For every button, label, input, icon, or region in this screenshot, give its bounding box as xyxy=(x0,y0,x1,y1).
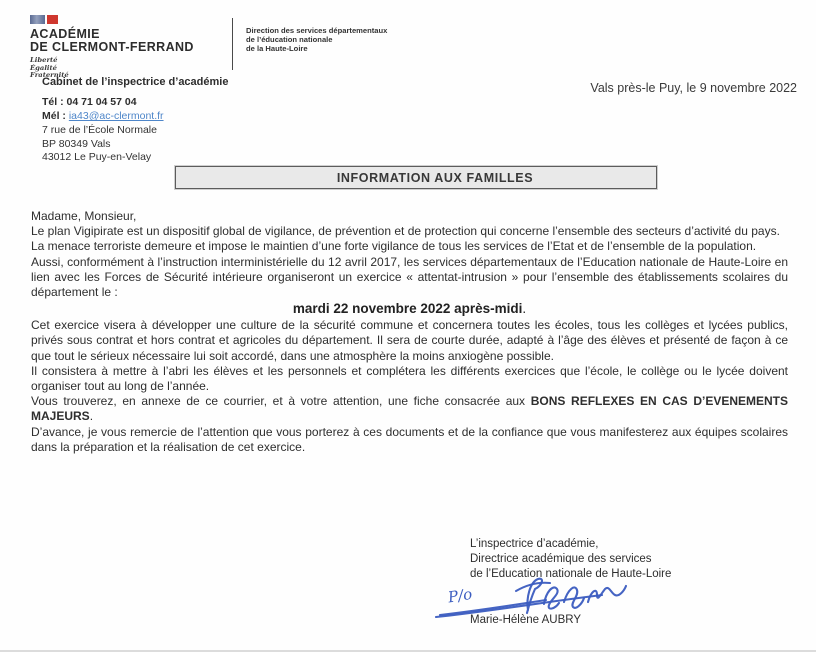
french-flag-marianne-icon xyxy=(30,15,230,24)
paragraph-annexe xyxy=(31,394,788,424)
signer-name: Marie-Hélène AUBRY xyxy=(470,614,582,626)
exercise-date-line xyxy=(31,300,788,318)
direction-line1: Direction des services départementaux xyxy=(246,26,388,35)
address-line3: 43012 Le Puy-en-Velay xyxy=(42,151,152,163)
direction-line3: de la Haute-Loire xyxy=(246,44,308,53)
motto-fraternite: Fraternité xyxy=(30,71,69,80)
postal-address xyxy=(42,124,157,165)
annexe-bold: BONS REFLEXES EN CAS D’EVENEMENTS MAJEURS xyxy=(31,394,789,424)
salutation: Madame, Monsieur, xyxy=(31,209,137,223)
flag-red-block xyxy=(47,15,58,24)
paragraph-exercice-annonce: Aussi, conformément à l’instruction interministérielle du 12 avril 2017, les services départementaux de l’Education nationale de Haute-Loire en lien avec les Forces de Sécurité intérieure organiseront un exercice « attentat-intrusion » pour l’ensemble des établissements scolaires du département le : xyxy=(31,254,788,300)
flag-blue-block xyxy=(30,15,45,24)
sender-office: Cabinet de l’inspectrice d’académie xyxy=(42,76,229,88)
letter-body xyxy=(31,209,788,455)
date-place-line: Vals près-le Puy, le 9 novembre 2022 xyxy=(590,81,797,95)
signer-title-line3: de l’Education nationale de Haute-Loire xyxy=(470,568,672,580)
signature-w-flourish xyxy=(588,586,626,602)
contact-block xyxy=(42,95,164,123)
phone-label: Tél : xyxy=(42,96,67,108)
paragraph-menace: La menace terroriste demeure et impose le maintien d’une forte vigilance de tous les services de l’Etat et de l’ensemble de la population. xyxy=(31,239,757,254)
email-link[interactable]: ia43@ac-clermont.fr xyxy=(68,110,164,122)
signer-title-line1: L’inspectrice d’académie, xyxy=(470,538,599,550)
phone-line xyxy=(42,95,164,109)
paragraph-remerciement: D’avance, je vous remercie de l’attention que vous porterez à ces documents et de la confiance que vous manifesterez aux équipes scolaires dans la préparation et la réalisation de cet exercice. xyxy=(31,424,788,454)
direction-line2: de l’éducation nationale xyxy=(246,35,333,44)
motto-egalite: Égalité xyxy=(30,63,57,72)
letterhead-divider xyxy=(232,18,233,70)
academy-logo xyxy=(30,15,230,80)
email-label: Mél : xyxy=(42,110,69,122)
paragraph-mise-abri: Il consistera à mettre à l’abri les élèves et les personnels et complétera les différents exercices que l’école, le collège ou le lycée doivent organiser tout au long de l’année. xyxy=(31,363,788,394)
exercise-date-period: . xyxy=(522,301,527,317)
exercise-date: mardi 22 novembre 2022 après-midi xyxy=(292,301,523,317)
academy-name-line1: ACADÉMIE xyxy=(30,27,100,41)
signature-po-mark: P/o xyxy=(446,584,474,607)
academy-name-line2: DE CLERMONT-FERRAND xyxy=(30,39,194,54)
paragraph-vigipirate: Le plan Vigipirate est un dispositif global de vigilance, de prévention et de protection qui concerne l’ensemble des secteurs d’activité du pays. xyxy=(31,224,780,239)
phone-number: 04 71 04 57 04 xyxy=(66,96,137,108)
paragraph-objectifs: Cet exercice visera à développer une culture de la sécurité commune et concernera toutes les écoles, tous les collèges et lycées publics, privés sous contrat et hors contrat et agricoles du département. Il sera de courte durée, adapté à l’âge des élèves et présenté de façon à ce que tout le sérieux nécessaire lui soit accordé, dans une atmosphère la moins anxiogène possible. xyxy=(31,318,788,363)
letter-title: INFORMATION AUX FAMILLES xyxy=(336,170,534,185)
letter-title-box xyxy=(175,166,657,189)
motto-liberte: Liberté xyxy=(30,56,58,64)
address-line2: BP 80349 Vals xyxy=(42,137,111,150)
email-line xyxy=(42,109,164,123)
signature-cross-stroke xyxy=(516,583,550,591)
signature-loop-1 xyxy=(544,587,559,608)
annexe-text-end: . xyxy=(89,409,94,424)
signer-title-line2: Directrice académique des services xyxy=(470,553,652,565)
address-line1: 7 rue de l’École Normale xyxy=(42,124,157,136)
direction-block xyxy=(246,26,387,53)
annexe-text-start: Vous trouverez, en annexe de ce courrier, et à votre attention, une fiche consacrée aux xyxy=(31,394,531,409)
